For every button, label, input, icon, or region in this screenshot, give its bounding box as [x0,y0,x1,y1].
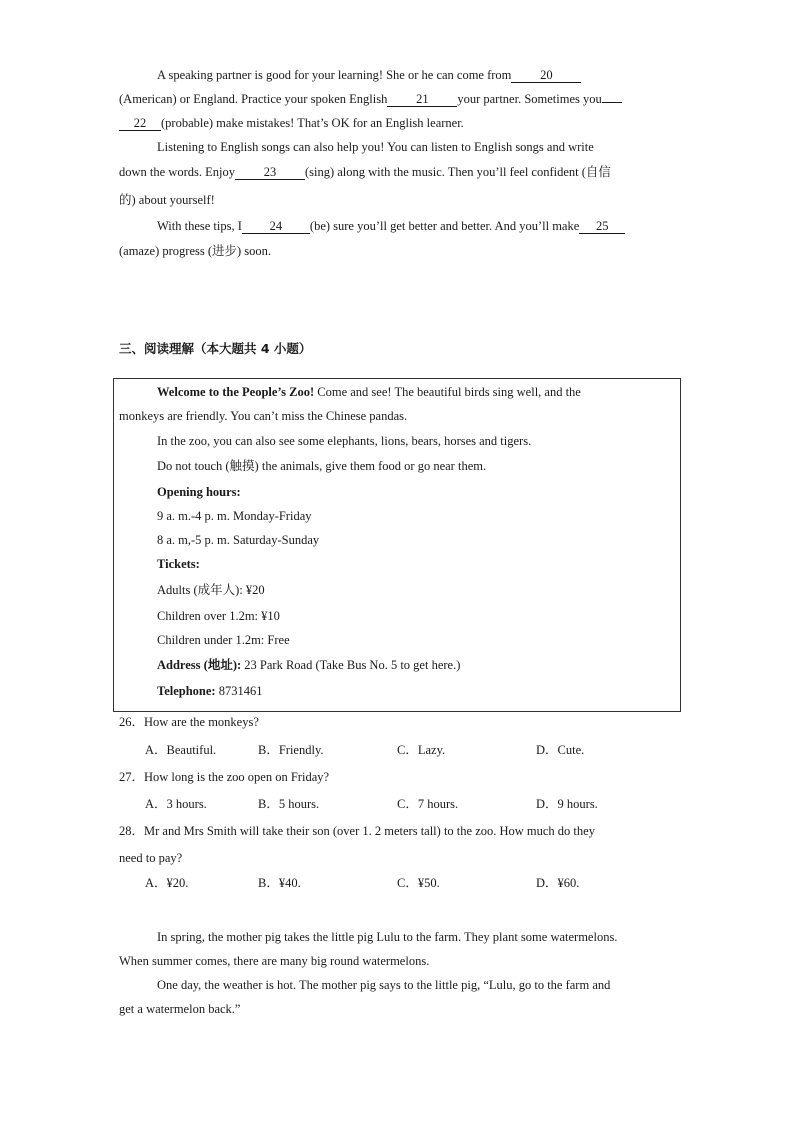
grammar-line [157,218,625,234]
q28-option-b[interactable]: B．¥40. [258,876,301,890]
hours-label: Opening hours: [157,485,241,499]
question-26-stem: 26．How are the monkeys? [119,715,259,729]
text: down the words. Enjoy [119,165,235,179]
text: (be) sure you’ll get better and better. And you’ll make [309,219,580,233]
tickets-label: Tickets: [157,557,200,571]
hours-weekday: 9 a. m.-4 p. m. Monday-Friday [157,509,312,523]
story-line: In spring, the mother pig takes the little pig Lulu to the farm. They plant some watermelons. [157,930,618,944]
ticket-children-over: Children over 1.2m: ¥10 [157,609,280,623]
blank-23[interactable]: 23 [235,165,305,180]
grammar-line [119,164,611,180]
q26-option-c[interactable]: C．Lazy. [397,743,446,757]
q28-option-d[interactable]: D．¥60. [536,876,580,890]
blank-24[interactable]: 24 [242,219,310,234]
grammar-line: 的) about yourself! [119,193,215,207]
q28-option-a[interactable]: A．¥20. [145,876,189,890]
story-line: One day, the weather is hot. The mother pig says to the little pig, “Lulu, go to the farm and [157,978,611,992]
question-27-stem: 27．How long is the zoo open on Friday? [119,770,330,784]
question-28-stem-cont: need to pay? [119,851,183,865]
zoo-line: Do not touch (触摸) the animals, give them food or go near them. [157,459,487,473]
blank-20[interactable]: 20 [511,68,581,83]
text: (sing) along with the music. Then you’ll feel confident (自信 [304,165,611,179]
ticket-children-under: Children under 1.2m: Free [157,633,290,647]
q26-option-a[interactable]: A．Beautiful. [145,743,217,757]
question-28-stem: 28．Mr and Mrs Smith will take their son (over 1. 2 meters tall) to the zoo. How much do they [119,824,595,838]
text: Come and see! The beautiful birds sing well, and the [314,385,581,399]
address-label: Address (地址): [157,658,242,672]
story-line: When summer comes, there are many big round watermelons. [119,954,430,968]
zoo-title: Welcome to the People’s Zoo! [157,385,315,399]
q27-option-b[interactable]: B．5 hours. [258,797,320,811]
blank-22[interactable]: 22 [119,116,161,131]
telephone-label: Telephone: [157,684,216,698]
q26-option-b[interactable]: B．Friendly. [258,743,324,757]
text: A speaking partner is good for your learning! She or he can come from [157,68,512,82]
q27-option-d[interactable]: D．9 hours. [536,797,598,811]
q26-option-d[interactable]: D．Cute. [536,743,585,757]
hours-weekend: 8 a. m,-5 p. m. Saturday-Sunday [157,533,320,547]
blank-25[interactable]: 25 [579,219,625,234]
q27-option-c[interactable]: C．7 hours. [397,797,459,811]
text: (probable) make mistakes! That’s OK for an English learner. [161,116,464,130]
telephone-value: 8731461 [215,684,263,698]
text: With these tips, I [157,219,242,233]
address-value: 23 Park Road (Take Bus No. 5 to get here.) [241,658,461,672]
zoo-line: monkeys are friendly. You can’t miss the Chinese pandas. [119,409,408,423]
grammar-line [157,67,581,83]
q27-option-a[interactable]: A．3 hours. [145,797,207,811]
zoo-line: In the zoo, you can also see some elephants, lions, bears, horses and tigers. [157,434,532,448]
blank-22-lead [602,102,622,103]
grammar-line: Listening to English songs can also help you! You can listen to English songs and write [157,140,594,154]
section-title: 三、阅读理解（本大题共 4 小题） [119,341,312,356]
story-line: get a watermelon back.” [119,1002,241,1016]
zoo-address [157,657,460,673]
grammar-line [119,91,622,107]
zoo-telephone [157,683,262,699]
blank-21[interactable]: 21 [387,92,457,107]
grammar-line: (amaze) progress (进步) soon. [119,244,272,258]
text: your partner. Sometimes you [457,92,602,106]
grammar-line [119,115,464,131]
q28-option-c[interactable]: C．¥50. [397,876,440,890]
zoo-line [157,384,581,400]
text: (American) or England. Practice your spoken English [119,92,388,106]
ticket-adults: Adults (成年人): ¥20 [157,583,265,597]
